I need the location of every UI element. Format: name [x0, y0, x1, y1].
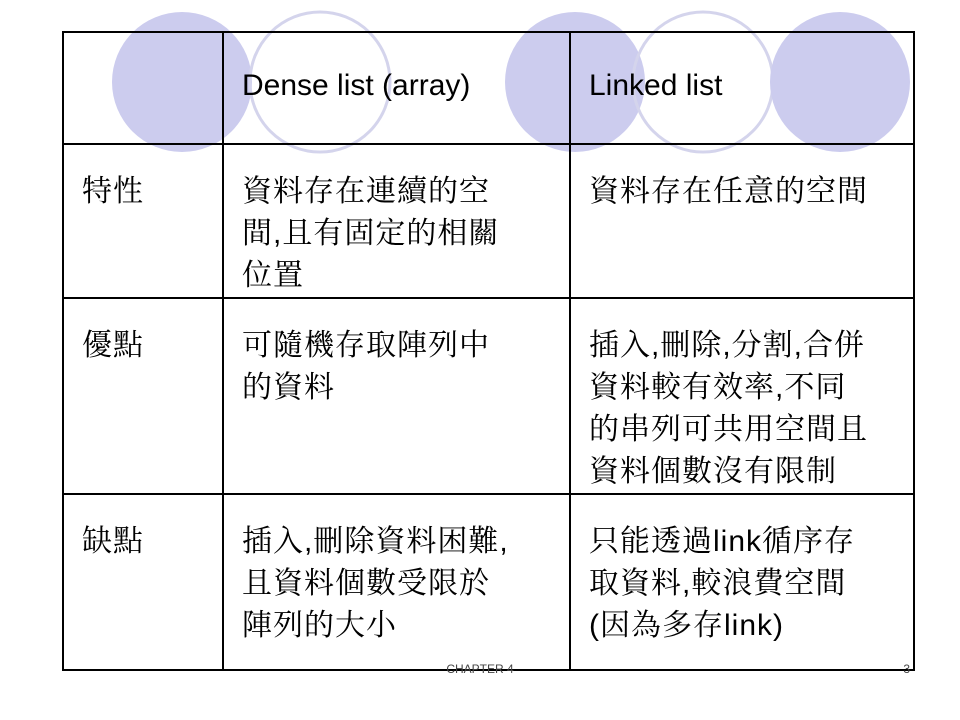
- table-cell: [223, 298, 570, 494]
- table-cell: [570, 494, 914, 670]
- table-row-disadvantages: [63, 494, 914, 670]
- header-cell-text: Dense list (array): [242, 69, 471, 102]
- table-cell: [570, 144, 914, 298]
- table-cell: [223, 144, 570, 298]
- header-cell-text: Linked list: [589, 69, 723, 102]
- table-cell: [223, 494, 570, 670]
- header-cell-linked-list: [570, 32, 914, 144]
- header-cell-text: [64, 33, 222, 65]
- cell-text: 只能透過link循序存 取資料,較浪費空間 (因為多存link): [589, 525, 856, 642]
- cell-text: 資料存在連續的空 間,且有固定的相關 位置: [242, 175, 500, 292]
- footer-chapter-label: CHAPTER 4: [446, 662, 514, 676]
- footer-page-number: 3: [903, 662, 910, 676]
- comparison-table: [62, 31, 915, 671]
- row-label-cell: [63, 494, 223, 670]
- cell-text: 資料存在任意的空間: [589, 175, 868, 208]
- table-row-characteristics: [63, 144, 914, 298]
- cell-text: 插入,刪除資料困難, 且資料個數受限於 陣列的大小: [242, 525, 509, 642]
- header-cell-empty: [63, 32, 223, 144]
- table-cell: [570, 298, 914, 494]
- row-label: 優點: [82, 329, 144, 362]
- cell-text: 插入,刪除,分割,合併 資料較有效率,不同 的串列可共用空間且 資料個數沒有限制: [589, 329, 868, 488]
- row-label: 缺點: [82, 525, 144, 558]
- row-label-cell: [63, 144, 223, 298]
- row-label-cell: [63, 298, 223, 494]
- cell-text: 可隨機存取陣列中 的資料: [242, 329, 490, 404]
- table-header-row: [63, 32, 914, 144]
- table-row-advantages: [63, 298, 914, 494]
- header-cell-dense-list: [223, 32, 570, 144]
- row-label: 特性: [82, 175, 144, 208]
